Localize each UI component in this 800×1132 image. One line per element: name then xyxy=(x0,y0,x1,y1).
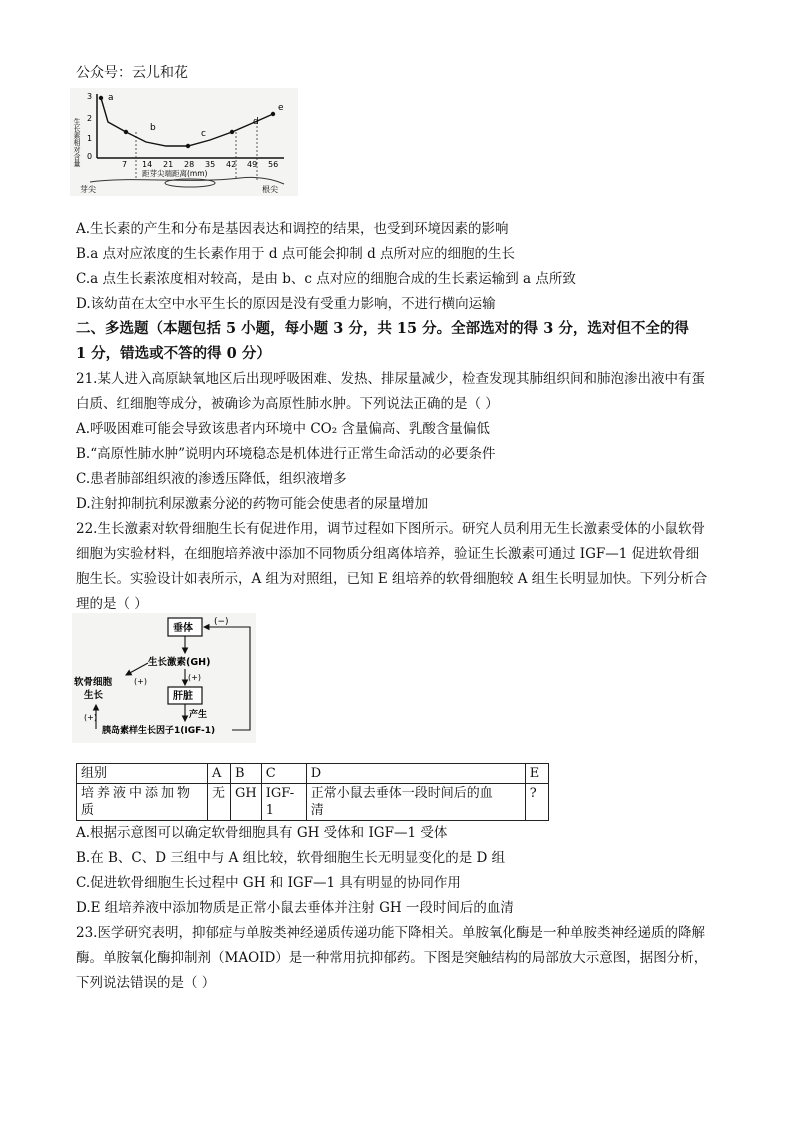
positive-sign: (+) xyxy=(134,677,147,686)
x-tick: 42 xyxy=(226,160,237,169)
x-tick: 28 xyxy=(184,160,195,169)
q23-stem: 下列说法错误的是（ ） xyxy=(76,975,216,991)
section2-heading-line2: 1 分，错选或不答的得 0 分） xyxy=(76,345,271,362)
q21-stem: 白质、红细胞等成分，被确诊为高原性肺水肿。下列说法正确的是（ ） xyxy=(76,396,499,412)
y-tick: 3 xyxy=(87,92,93,101)
x-tick: 56 xyxy=(268,160,279,169)
point-a xyxy=(99,96,103,100)
pituitary-label: 垂体 xyxy=(173,623,193,634)
x-axis-label: 距芽尖端距离(mm) xyxy=(142,169,208,178)
igf-label: 胰岛素样生长因子1(IGF-1) xyxy=(102,726,216,736)
table-cell: GH xyxy=(231,784,262,821)
cell-text: 质 xyxy=(81,803,95,818)
point-label: c xyxy=(201,129,206,139)
y-axis-label: 生长素相对含量 xyxy=(73,118,81,167)
q22-stem: 22.生长激素对软骨细胞生长有促进作用，调节过程如下图所示。研究人员利用无生长激素受体的小鼠软骨 xyxy=(76,521,705,537)
shoot-tip-label: 芽尖 xyxy=(80,185,96,194)
x-tick: 7 xyxy=(122,160,128,169)
auxin-figure xyxy=(70,88,298,196)
x-tick: 21 xyxy=(163,160,174,169)
gh-regulation-figure xyxy=(72,613,256,743)
source-header: 公众号：云儿和花 xyxy=(76,65,188,81)
q20-option-a: A.生长素的产生和分布是基因表达和调控的结果，也受到环境因素的影响 xyxy=(76,221,509,237)
q22-option-c: C.促进软骨细胞生长过程中 GH 和 IGF—1 具有明显的协同作用 xyxy=(76,875,461,891)
cell-text: 培养液中添加物 xyxy=(81,786,194,801)
table-cell: B xyxy=(231,764,262,784)
q22-option-b: B.在 B、C、D 三组中与 A 组比较，软骨细胞生长无明显变化的是 D 组 xyxy=(76,850,506,866)
y-tick: 0 xyxy=(87,152,93,161)
q22-stem: 理的是（ ） xyxy=(76,596,148,612)
gh-regulation-diagram xyxy=(72,613,256,743)
positive-sign: (+) xyxy=(188,673,201,682)
point-label: e xyxy=(278,103,284,113)
q20-option-d: D.该幼苗在太空中水平生长的原因是没有受重力影响，不进行横向运输 xyxy=(76,296,496,312)
point-label: b xyxy=(150,123,156,133)
auxin-curve xyxy=(101,98,273,146)
liver-label: 肝脏 xyxy=(173,691,193,702)
table-row xyxy=(77,764,549,784)
chondrocyte-label: 软骨细胞 xyxy=(74,677,113,688)
table-cell: D xyxy=(306,764,525,784)
auxin-chart xyxy=(70,88,298,196)
table-cell: ? xyxy=(525,784,548,821)
point-c xyxy=(186,144,190,148)
table-cell xyxy=(306,784,525,821)
x-tick: 49 xyxy=(247,160,258,169)
table-cell: E xyxy=(525,764,548,784)
x-tick: 14 xyxy=(142,160,153,169)
curve-points xyxy=(99,96,275,148)
q22-option-d: D.E 组培养液中添加物质是正常小鼠去垂体并注射 GH 一段时间后的血清 xyxy=(76,900,514,916)
table-cell xyxy=(77,784,208,821)
section2-heading-line1: 二、多选题（本题包括 5 小题，每小题 3 分，共 15 分。全部选对的得 3 分，选对但不全的得 xyxy=(76,320,689,337)
y-tick: 2 xyxy=(87,114,93,123)
growth-label: 生长 xyxy=(84,690,104,701)
point-e xyxy=(271,112,275,116)
q22-stem: 胞生长。实验设计如表所示，A 组为对照组，已知 E 组培养的软骨细胞较 A 组生长明显加快。下列分析合 xyxy=(76,571,708,587)
q21-option-d: D.注射抑制抗利尿激素分泌的药物可能会使患者的尿量增加 xyxy=(76,496,429,512)
root-tip-label: 根尖 xyxy=(262,185,278,194)
q21-stem: 21.某人进入高原缺氧地区后出现呼吸困难、发热、排尿量减少，检查发现其肺组织间和肺泡渗出液中有蛋 xyxy=(76,371,705,387)
table-cell: C xyxy=(261,764,306,784)
q21-option-a: A.呼吸困难可能会导致该患者内环境中 CO₂ 含量偏高、乳酸含量偏低 xyxy=(76,421,490,437)
point-label: d xyxy=(253,117,259,127)
x-tick: 35 xyxy=(205,160,216,169)
table-cell: 组别 xyxy=(77,764,208,784)
q23-stem: 酶。单胺氧化酶抑制剂（MAOID）是一种常用抗抑郁药。下图是突触结构的局部放大示意图，据图分析， xyxy=(76,950,708,966)
table-cell: IGF-1 xyxy=(261,784,306,821)
q22-table xyxy=(76,763,549,821)
q21-option-b: B.“高原性肺水肿”说明内环境稳态是机体进行正常生命活动的必要条件 xyxy=(76,446,496,462)
table-row xyxy=(77,784,549,821)
produce-label: 产生 xyxy=(189,710,208,720)
q22-option-a: A.根据示意图可以确定软骨细胞具有 GH 受体和 IGF—1 受体 xyxy=(76,825,448,841)
point-d xyxy=(230,130,234,134)
q23-stem: 23.医学研究表明，抑郁症与单胺类神经递质传递功能下降相关。单胺氧化酶是一种单胺类神经递质的降解 xyxy=(76,925,705,941)
cell-text: 清 xyxy=(310,803,324,818)
table-cell: 无 xyxy=(208,784,231,821)
y-tick: 1 xyxy=(87,134,93,143)
table-cell: A xyxy=(208,764,231,784)
positive-sign: (+) xyxy=(84,713,97,722)
q21-option-c: C.患者肺部组织液的渗透压降低，组织液增多 xyxy=(76,471,347,487)
point-label: a xyxy=(108,93,114,103)
point-b xyxy=(124,130,128,134)
q20-option-b: B.a 点对应浓度的生长素作用于 d 点可能会抑制 d 点所对应的细胞的生长 xyxy=(76,246,515,262)
q22-stem: 细胞为实验材料，在细胞培养液中添加不同物质分组离体培养，验证生长激素可通过 IGF—1 促进软骨细 xyxy=(76,546,700,562)
gh-label: 生长激素(GH) xyxy=(148,657,211,668)
cell-text: 正常小鼠去垂体一段时间后的血 xyxy=(310,786,493,801)
negative-sign: (−) xyxy=(214,617,229,627)
q20-option-c: C.a 点生长素浓度相对较高，是由 b、c 点对应的细胞合成的生长素运输到 a 点所致 xyxy=(76,271,576,287)
